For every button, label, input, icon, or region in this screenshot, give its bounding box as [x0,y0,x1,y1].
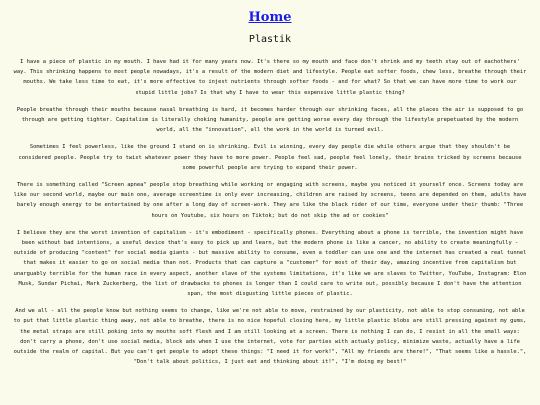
article-body [12,57,528,367]
home-link[interactable]: Home [248,10,292,25]
paragraph: I believe they are the worst invention of capitalism - it's embodiment - specifically phones. Everything about a phone is terrible, the invention might have been without bad intentions, a useful device that's easy to pick up and learn, but the modern phone is like a cancer, no ability to create meaningfully - outside of producing "content" for social media giants - but massive ability to consume, even a toddler can use one and the internet has created a real tunnel that makes it easier to go on social media than not. Products that can capture a "customer" for most of their day, amazing incentive from capitalism but unarguably terrible for the human race in every aspect, another slave of the systems limitations, it's like we are slaves to Twitter, YouTube, Instagram: Elon Musk, Sundar Pichai, Mark Zuckerberg, the list of drawbacks to phones is longer than I could care to write out, possibly because I don't have the attention span, the most disgusting little pieces of plastic. [13,229,527,298]
page-title: Plastik [248,34,292,45]
paragraph: Sometimes I feel powerless, like the ground I stand on is shrinking. Evil is winning, every day people die while others argue that they shouldn't be considered people. People try to twist whatever power they have to more power. People feel sad, people feel lonely, their brains tricked by screens because some powerful people are trying to expand their power. [18,144,522,171]
paragraph: There is something called "Screen apnea" people stop breathing while working or engaging with screens, maybe you noticed it yourself once. Screens today are like our second world, maybe our main one, average screentime is only ever increasing, children are raised by screens, teens are depended on them, adults have barely enough energy to be entertained by one after a long day of screen-work. They are like the black rider of our time, everyone under their thumb: "Three hours on Youtube, six hours on Tiktok; but do not skip the ad or cookies" [13,182,527,219]
paragraph: And we all - all the people know but nothing seems to change, like we're not able to move, restrained by our plasticity, not able to stop consuming, not able to put that little plastic thing away, not able to breathe, there is no nice hopeful closing here, my little plastic blobs are still pressing against my gums, the metal straps are still poking into my mouths soft flesh and I am still looking at a screen. There is nothing I can do, I resist in all the small ways: don't carry a phone, don't use social media, block ads when I use the internet, vote for parties with actualy policy, minimize waste, actually have a life outside the realm of capital. But you can't get people to adopt these things: "I need it for work!", "All my friends are there!", "That seems like a hassle.", "Don't talk about politics, I just eat and thinking about it!", "I'm doing my best!" [13,308,527,366]
paragraph: I have a piece of plastic in my mouth. I have had it for many years now. It's there so my mouth and face don't shrink and my teeth stay out of eachothers' way. This shrinking happens to most people nowadays, it's a result of the modern diet and lifestyle. People eat softer foods, chew less, breathe through their mouths. We take less time to eat, it's more effective to injest nutrients through softer foods - and for what? So that we can have more time to work our stupid little jobs? Is that why I have to wear this expensive little plastic thing? [13,59,527,96]
paragraph: People breathe through their mouths because nasal breathing is hard, it becomes harder through our shrinking faces, all the places the air is supposed to go through are getting tighter. Capitalism is literally choking humanity, people are getting worse every day through the lifestyle prepetuated by the modern world, all the "innovation", all the work in the world is turned evil. [16,106,524,134]
